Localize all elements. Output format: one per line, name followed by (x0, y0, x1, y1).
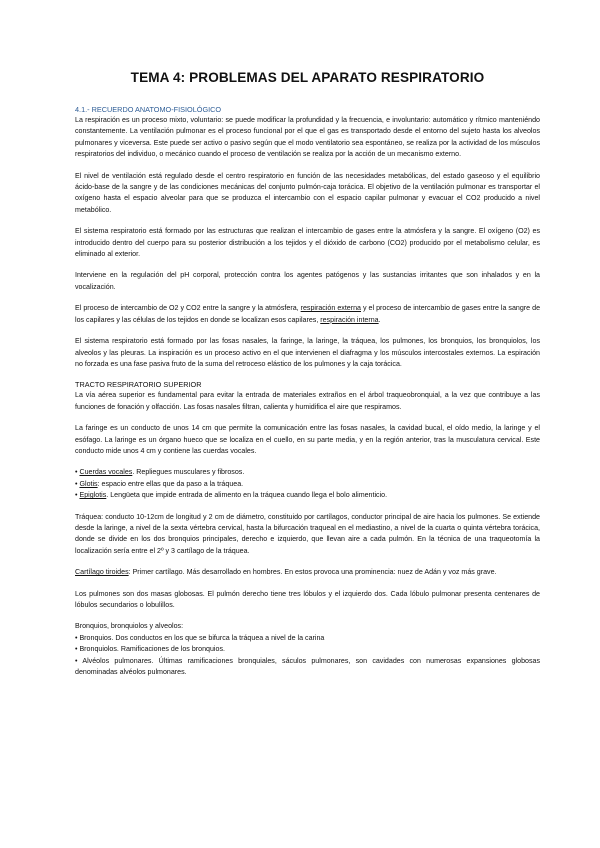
paragraph: El nivel de ventilación está regulado desde el centro respiratorio en función de las necesidades metabólicas, del estado gaseoso y el equilibrio ácido-base de la sangre y de las condiciones mecánicas del conjunto pulmón-caja torácica. El objetivo de la ventilación pulmonar es transportar el oxígeno hasta el espacio alveolar para que se produzca el intercambio con el espacio capilar pulmonar y evacuar el CO2 producido a nivel metabólico. (75, 171, 540, 214)
bullet-mark: • (75, 468, 80, 477)
subsection-heading: TRACTO RESPIRATORIO SUPERIOR (75, 380, 202, 390)
underlined-term: Cuerdas vocales (79, 468, 133, 477)
paragraph: La respiración es un proceso mixto, voluntario: se puede modificar la profundidad y la frecuencia, e involuntario: automático y rítmico manteniéndo constantemente. La ventilación pulmonar es el proceso funcional por el que el gas es transportado desde el entorno del sujeto hasta los alveolos pulmonares y viceversa. Este puede ser activo o pasivo según que el modo ventilatorio sea espontáneo, se realiza por la actividad de los músculos respiratorios del individuo, o mecánico cuando el proceso de ventilación se realiza por la acción de un mecanismo externo. (75, 116, 540, 159)
paragraph (75, 567, 540, 578)
bronchi-list (75, 621, 540, 678)
bullet-mark: • (75, 479, 80, 488)
text-run: . Repliegues musculares y fibrosos. (132, 468, 245, 477)
underlined-term: Glotis (79, 479, 98, 488)
paragraph: El sistema respiratorio está formado por las fosas nasales, la faringe, la laringe, la tráquea, los pulmones, los bronquios, los bronquiolos, los alveolos y las pleuras. La inspiración es un proceso activo en el que intervienen el diafragma y los músculos intercostales externos. La espiración no forzada es una fase pasiva fruto de la suma del retroceso elástico de los pulmones y la caja torácica. (75, 337, 540, 368)
text-run: : Primer cartílago. Más desarrollado en hombres. En estos provoca una prominencia: nuez de Adán y voz más grave. (128, 568, 497, 577)
list-line: • Alvéolos pulmonares. Últimas ramificaciones bronquiales, sáculos pulmonares, son cavidades con numerosas expansiones globosas denominadas alvéolos pulmonares. (75, 656, 540, 677)
page-title: TEMA 4: PROBLEMAS DEL APARATO RESPIRATORIO (130, 70, 485, 85)
bullet-list (75, 467, 540, 501)
list-line: Bronquios, bronquiolos y alveolos: (75, 622, 184, 631)
text-run: . Lengüeta que impide entrada de alimento en la tráquea cuando llega el bolo alimenticio. (106, 491, 388, 500)
paragraph (75, 303, 540, 326)
text-run: El proceso de intercambio de O2 y CO2 entre la sangre y la atmósfera, (75, 304, 301, 313)
list-line: • Bronquiolos. Ramificaciones de los bronquios. (75, 645, 225, 654)
paragraph: La faringe es un conducto de unos 14 cm que permite la comunicación entre las fosas nasales, la cavidad bucal, el oído medio, la laringe y el esófago. La laringe es un órgano hueco que se localiza en el cuello, en su parte media, y en la región anterior, tras la musculatura cervical. Este conducto mide unos 4 cm y contiene las cuerdas vocales. (75, 424, 540, 455)
underlined-term: respiración interna (320, 315, 379, 324)
paragraph: Interviene en la regulación del pH corporal, protección contra los agentes patógenos y las sustancias irritantes que son inhalados y en la vocalización. (75, 271, 540, 291)
list-item (75, 479, 540, 490)
underlined-term: respiración externa (300, 304, 361, 313)
paragraph: La vía aérea superior es fundamental para evitar la entrada de materiales extraños en el árbol traqueobronquial, a la vez que contribuye a las funciones de fonación y olfacción. Las fosas nasales filtran, calienta y humidifica el aire que respiramos. (75, 391, 540, 411)
underlined-term: Cartílago tiroides (75, 568, 129, 577)
list-item (75, 490, 540, 501)
paragraph: El sistema respiratorio está formado por las estructuras que realizan el intercambio de gases entre la atmósfera y la sangre. El oxígeno (O2) es introducido dentro del cuerpo para su posterior distribución a los tejidos y el dióxido de carbono (CO2) producido por el metabolismo celular, es eliminado al exterior. (75, 227, 540, 259)
text-run: . (378, 315, 381, 324)
text-run: : espacio entre ellas que da paso a la tráquea. (97, 479, 244, 488)
underlined-term: Epiglotis (79, 491, 107, 500)
section-heading: 4.1.- RECUERDO ANATOMO-FISIOLÓGICO (75, 105, 222, 114)
list-item (75, 467, 540, 478)
text-run: y el proceso de intercambio de gases entre la sangre de los capilares y las células de los tejidos en donde se localizan esos capilares, (75, 304, 541, 324)
list-line: • Bronquios. Dos conductos en los que se bifurca la tráquea a nivel de la carina (75, 633, 325, 642)
paragraph: Tráquea: conducto 10-12cm de longitud y 2 cm de diámetro, constituido por cartílagos, conductor principal de aire hacia los pulmones. Se extiende desde la laringe, a nivel de la sexta vértebra cervical, hasta la bifurcación traqueal en el mediastino, a nivel de la cuarta o quinta vértebra torácica, donde se divide en los dos bronquios principales, derecho e izquierdo, que llevan aire a cada pulmón. En la técnica de una traqueotomía la localización sería entre el 2º y 3 cartílago de la tráquea. (75, 512, 540, 555)
bullet-mark: • (75, 491, 80, 500)
paragraph: Los pulmones son dos masas globosas. El pulmón derecho tiene tres lóbulos y el izquierdo dos. Cada lóbulo pulmonar presenta centenares de lóbulos secundarios o lobulillos. (75, 589, 540, 609)
